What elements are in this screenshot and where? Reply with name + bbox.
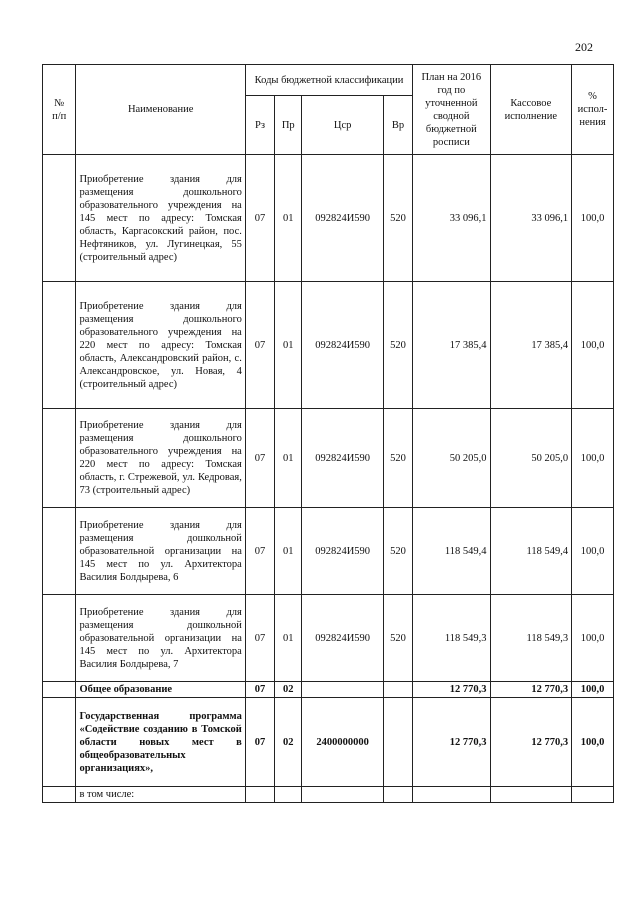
cell-kass: 12 770,3: [490, 698, 572, 787]
cell-plan: 118 549,3: [413, 595, 490, 682]
cell-vr: [383, 682, 412, 698]
cell-pct: 100,0: [572, 282, 614, 409]
cell-num: [43, 787, 76, 803]
table-row: [43, 155, 614, 282]
cell-pr: 01: [275, 595, 302, 682]
table-row: [43, 409, 614, 508]
cell-pr: [275, 787, 302, 803]
cell-pct: 100,0: [572, 682, 614, 698]
cell-plan: [413, 787, 490, 803]
cell-num: [43, 409, 76, 508]
cell-pct: 100,0: [572, 155, 614, 282]
cell-vr: 520: [383, 595, 412, 682]
cell-name: Приобретение здания для размещения дошкольного образовательного учреждения на 220 мест по адресу: Томская область, г. Стрежевой, ул. Кедровая, 73 (строительный адрес): [76, 409, 245, 508]
cell-name: Приобретение здания для размещения дошкольного образовательного учреждения на 220 мест по адресу: Томская область, Александровский район, с. Александровское, ул. Новая, 4 (строительный адрес): [76, 282, 245, 409]
cell-rz: 07: [245, 595, 274, 682]
cell-num: [43, 595, 76, 682]
header-name: Наименование: [76, 65, 245, 155]
cell-csr: 092824И590: [302, 155, 384, 282]
cell-vr: 520: [383, 282, 412, 409]
table-row-section-total: [43, 682, 614, 698]
table-row: [43, 787, 614, 803]
cell-plan: 17 385,4: [413, 282, 490, 409]
header-plan: План на 2016 год по уточненной сводной бюджетной росписи: [413, 65, 490, 155]
cell-csr: 092824И590: [302, 282, 384, 409]
cell-pr: 02: [275, 682, 302, 698]
cell-num: [43, 698, 76, 787]
cell-vr: 520: [383, 155, 412, 282]
cell-rz: [245, 787, 274, 803]
cell-kass: 118 549,4: [490, 508, 572, 595]
header-kass: Кассовое исполнение: [490, 65, 572, 155]
cell-kass: 50 205,0: [490, 409, 572, 508]
cell-kass: 17 385,4: [490, 282, 572, 409]
cell-name: Общее образование: [76, 682, 245, 698]
cell-kass: 118 549,3: [490, 595, 572, 682]
cell-name: Приобретение здания для размещения дошкольной образовательной организации на 145 мест по ул. Архитектора Василия Болдырева, 6: [76, 508, 245, 595]
header-csr: Цср: [302, 96, 384, 155]
cell-pr: 01: [275, 155, 302, 282]
cell-name: Приобретение здания для размещения дошкольного образовательного учреждения на 145 мест по адресу: Томская область, Каргасокский район, пос. Нефтяников, ул. Лугинецкая, 55 (строительный адрес): [76, 155, 245, 282]
cell-rz: 07: [245, 409, 274, 508]
cell-kass: [490, 787, 572, 803]
cell-csr: 092824И590: [302, 409, 384, 508]
page-number: 202: [575, 40, 593, 54]
cell-pct: [572, 787, 614, 803]
header-pct: % испол-нения: [572, 65, 614, 155]
cell-name: Государственная программа «Содействие созданию в Томской области новых мест в общеобразовательных организациях»,: [76, 698, 245, 787]
cell-rz: 07: [245, 282, 274, 409]
cell-pr: 01: [275, 282, 302, 409]
cell-pr: 02: [275, 698, 302, 787]
cell-csr: 092824И590: [302, 595, 384, 682]
table-row: [43, 508, 614, 595]
header-codes-group: Коды бюджетной классификации: [245, 65, 412, 96]
cell-vr: [383, 787, 412, 803]
cell-plan: 50 205,0: [413, 409, 490, 508]
cell-pct: 100,0: [572, 698, 614, 787]
cell-csr: [302, 682, 384, 698]
cell-rz: 07: [245, 508, 274, 595]
cell-kass: 33 096,1: [490, 155, 572, 282]
cell-rz: 07: [245, 682, 274, 698]
header-rz: Рз: [245, 96, 274, 155]
cell-csr: [302, 787, 384, 803]
cell-num: [43, 155, 76, 282]
cell-plan: 12 770,3: [413, 682, 490, 698]
cell-kass: 12 770,3: [490, 682, 572, 698]
cell-csr: 2400000000: [302, 698, 384, 787]
cell-vr: 520: [383, 508, 412, 595]
table-row-program: [43, 698, 614, 787]
cell-name: в том числе:: [76, 787, 245, 803]
table-row: [43, 282, 614, 409]
cell-pr: 01: [275, 508, 302, 595]
cell-vr: [383, 698, 412, 787]
cell-vr: 520: [383, 409, 412, 508]
header-vr: Вр: [383, 96, 412, 155]
header-pr: Пр: [275, 96, 302, 155]
cell-num: [43, 508, 76, 595]
cell-plan: 12 770,3: [413, 698, 490, 787]
cell-pct: 100,0: [572, 409, 614, 508]
cell-plan: 33 096,1: [413, 155, 490, 282]
table-row: [43, 595, 614, 682]
cell-plan: 118 549,4: [413, 508, 490, 595]
cell-pr: 01: [275, 409, 302, 508]
cell-rz: 07: [245, 698, 274, 787]
cell-num: [43, 282, 76, 409]
header-num: № п/п: [43, 65, 76, 155]
cell-name: Приобретение здания для размещения дошкольной образовательной организации на 145 мест по ул. Архитектора Василия Болдырева, 7: [76, 595, 245, 682]
cell-csr: 092824И590: [302, 508, 384, 595]
cell-rz: 07: [245, 155, 274, 282]
cell-pct: 100,0: [572, 595, 614, 682]
cell-pct: 100,0: [572, 508, 614, 595]
cell-num: [43, 682, 76, 698]
budget-execution-table: [42, 64, 614, 803]
